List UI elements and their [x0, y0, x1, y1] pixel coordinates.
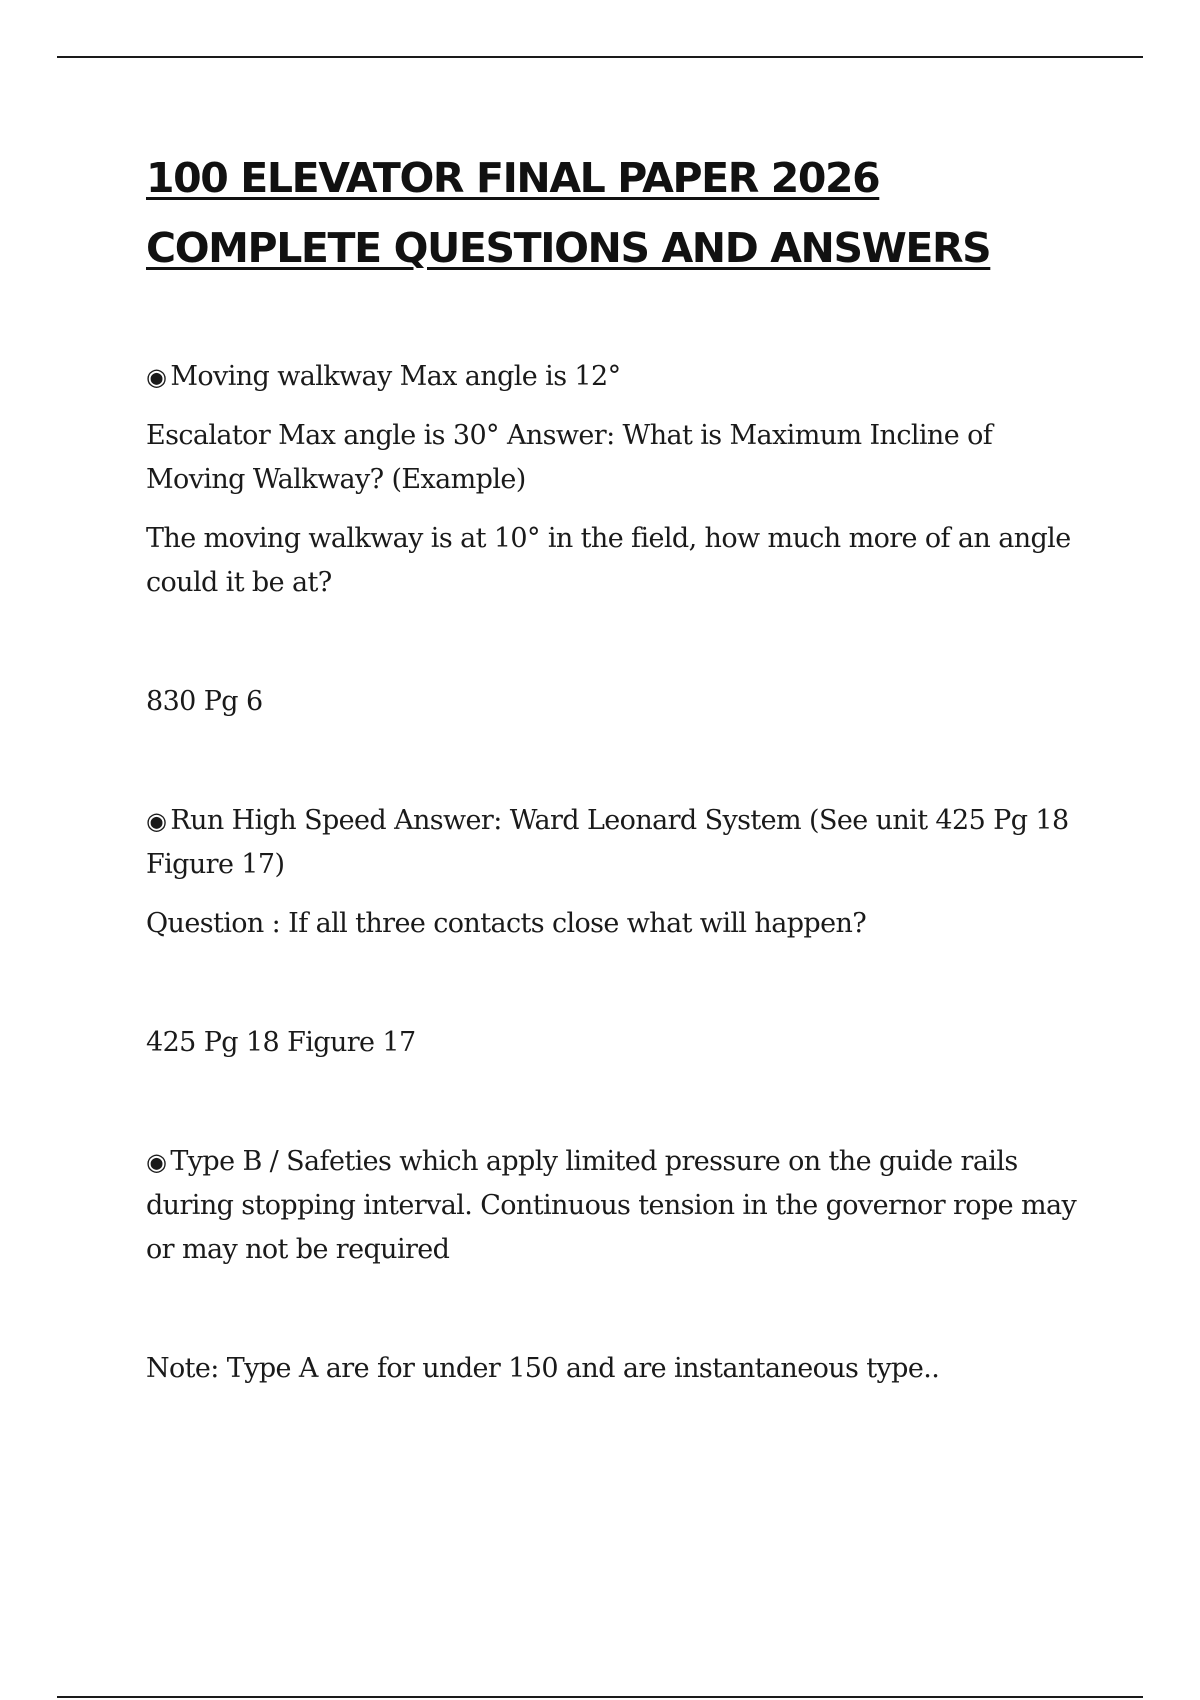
bullet-icon: ◉ — [146, 363, 167, 391]
paragraph-reference-425: 425 Pg 18 Figure 17 — [146, 1027, 416, 1058]
paragraph-text: Run High Speed Answer: Ward Leonard System (See unit 425 Pg 18 Figure 17) — [146, 805, 1069, 880]
paragraph-reference-830: 830 Pg 6 — [146, 686, 263, 717]
paragraph-walkway-question: The moving walkway is at 10° in the field, how much more of an angle could it be at? — [146, 523, 1071, 598]
paragraph-type-a-note: Note: Type A are for under 150 and are instantaneous type.. — [146, 1353, 940, 1384]
bullet-icon: ◉ — [146, 807, 167, 835]
paragraph-moving-walkway-angle — [146, 355, 1086, 399]
bullet-icon: ◉ — [146, 1148, 167, 1176]
document-body — [146, 143, 1086, 1391]
paragraph-run-high-speed — [146, 799, 1086, 887]
bottom-divider — [57, 1696, 1143, 1698]
paragraph-type-b-safeties — [146, 1140, 1086, 1272]
paragraph-contacts-question: Question : If all three contacts close what will happen? — [146, 908, 867, 939]
paragraph-text: Moving walkway Max angle is 12° — [170, 361, 621, 392]
paragraph-escalator-angle: Escalator Max angle is 30° Answer: What is Maximum Incline of Moving Walkway? (Example) — [146, 420, 993, 495]
document-title: 100 ELEVATOR FINAL PAPER 2026 COMPLETE QUESTIONS AND ANSWERS — [146, 154, 991, 272]
top-divider — [57, 56, 1143, 58]
paragraph-text: Type B / Safeties which apply limited pressure on the guide rails during stopping interval. Continuous tension in the governor rope may or may not be required — [146, 1146, 1077, 1265]
